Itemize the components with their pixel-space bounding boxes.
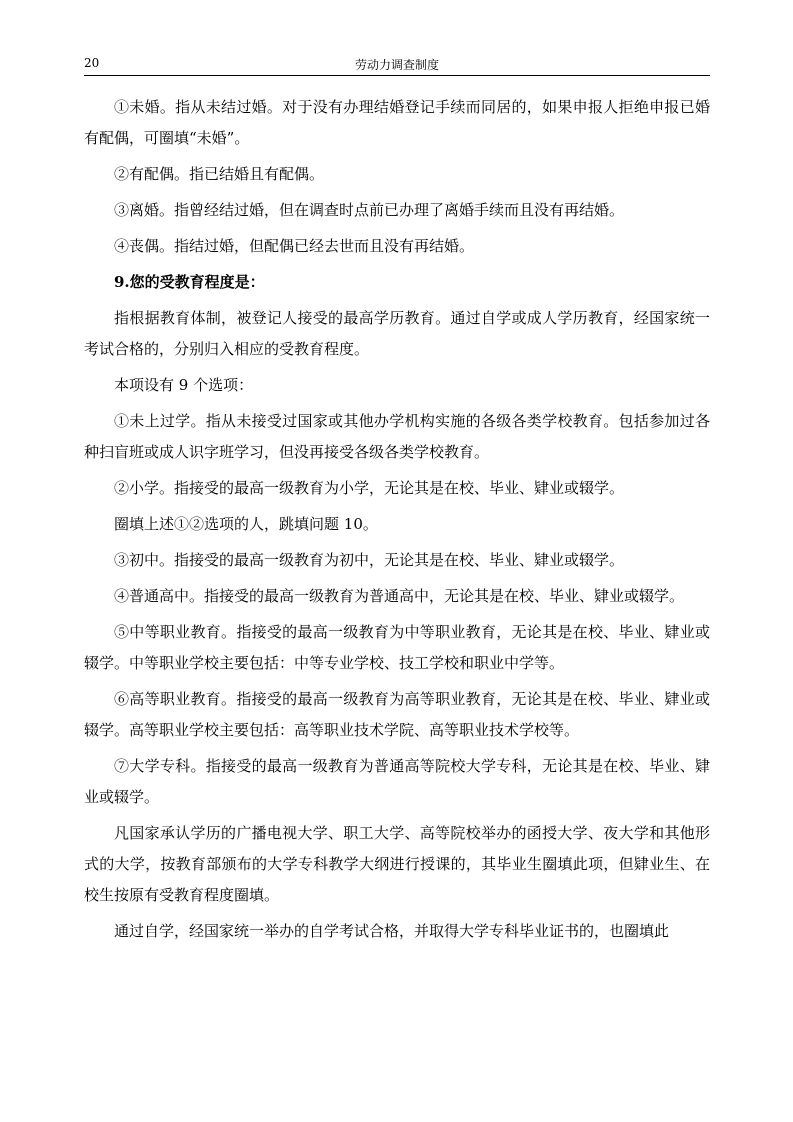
paragraph-senior-high: ④普通高中。指接受的最高一级教育为普通高中，无论其是在校、毕业、肄业或辍学。 xyxy=(114,587,685,605)
paragraph-junior-middle: ③初中。指接受的最高一级教育为初中，无论其是在校、毕业、肄业或辍学。 xyxy=(114,551,625,569)
body-text xyxy=(84,92,710,952)
paragraph-widowed: ④丧偶。指结过婚，但配偶已经去世而且没有再结婚。 xyxy=(114,237,475,255)
paragraph-education-definition: 指根据教育体制，被登记人接受的最高学历教育。通过自学或成人学历教育，经国家统一考试合格的，分别归入相应的受教育程度。 xyxy=(84,309,710,358)
running-title: 劳动力调查制度 xyxy=(354,58,439,72)
paragraph-self-study: 通过自学，经国家统一举办的自学考试合格，并取得大学专科毕业证书的，也圈填此 xyxy=(114,922,670,940)
paragraph-recognized-universities: 凡国家承认学历的广播电视大学、职工大学、高等院校举办的函授大学、夜大学和其他形式的大学，按教育部颁布的大学专科教学大纲进行授课的，其毕业生圈填此项，但肄业生、在校生按原有受教育程度圈填。 xyxy=(84,824,710,904)
paragraph-primary-school: ②小学。指接受的最高一级教育为小学，无论其是在校、毕业、肄业或辍学。 xyxy=(114,479,625,497)
paragraph-higher-vocational: ⑥高等职业教育。指接受的最高一级教育为高等职业教育，无论其是在校、毕业、肄业或辍学。高等职业学校主要包括：高等职业技术学院、高等职业技术学校等。 xyxy=(84,690,710,739)
paragraph-junior-college: ⑦大学专科。指接受的最高一级教育为普通高等院校大学专科，无论其是在校、毕业、肄业或辍学。 xyxy=(84,757,710,806)
paragraph-unmarried: ①未婚。指从未结过婚。对于没有办理结婚登记手续而同居的，如果申报人拒绝申报已婚有配偶，可圈填“未婚”。 xyxy=(84,98,710,147)
paragraph-skip-instruction: 圈填上述①②选项的人，跳填问题 10。 xyxy=(114,515,378,533)
paragraph-option-count: 本项设有 9 个选项： xyxy=(114,376,254,394)
page-header xyxy=(84,56,710,74)
page-number: 20 xyxy=(84,56,100,70)
paragraph-secondary-vocational: ⑤中等职业教育。指接受的最高一级教育为中等职业教育，无论其是在校、毕业、肄业或辍学。中等职业学校主要包括：中等专业学校、技工学校和职业中学等。 xyxy=(84,623,710,672)
section-heading-education: 9.您的受教育程度是： xyxy=(114,273,265,291)
paragraph-divorced: ③离婚。指曾经结过婚，但在调查时点前已办理了离婚手续而且没有再结婚。 xyxy=(114,201,625,219)
paragraph-no-schooling: ①未上过学。指从未接受过国家或其他办学机构实施的各级各类学校教育。包括参加过各种扫盲班或成人识字班学习，但没再接受各级各类学校教育。 xyxy=(84,412,710,461)
header-rule xyxy=(84,75,710,76)
paragraph-married: ②有配偶。指已结婚且有配偶。 xyxy=(114,165,325,183)
